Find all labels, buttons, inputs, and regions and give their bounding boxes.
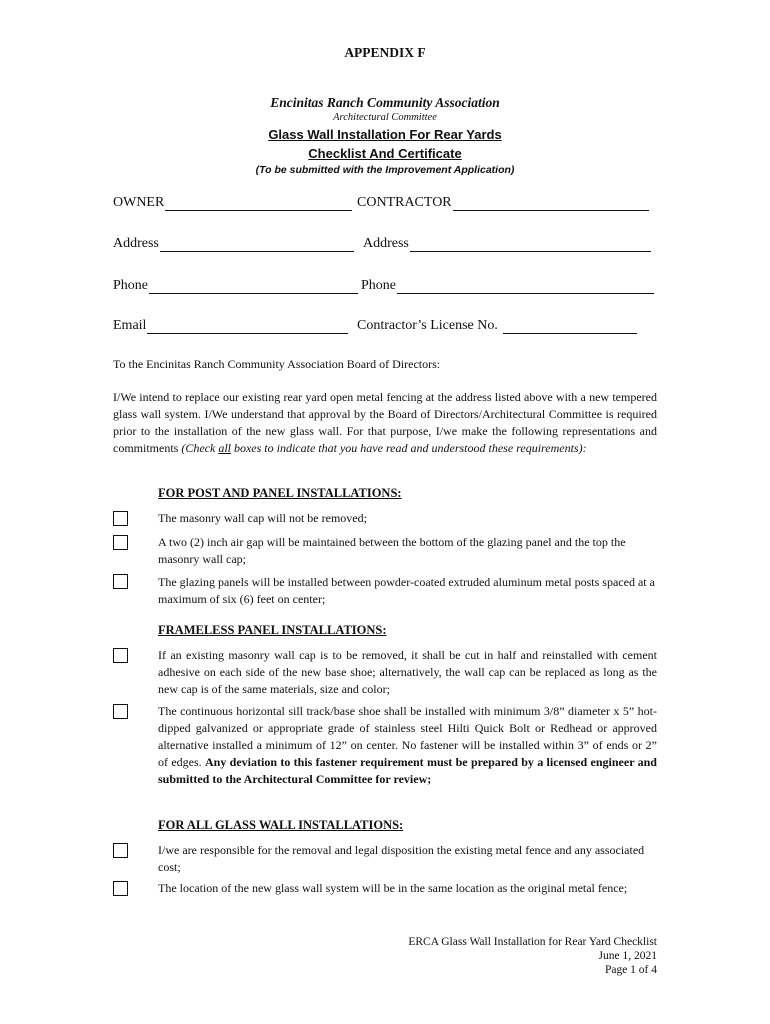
- contractor-phone-label: Phone: [361, 278, 396, 293]
- contractor-field[interactable]: [357, 195, 649, 211]
- all-glass-item-2: The location of the new glass wall system will be in the same location as the original metal fence;: [158, 881, 628, 895]
- all-glass-item-1: I/we are responsible for the removal and legal disposition the existing metal fence and any associated cost;: [158, 843, 645, 874]
- owner-address-label: Address: [113, 236, 159, 251]
- contractor-address-field[interactable]: [363, 236, 651, 252]
- frameless-checkbox-1[interactable]: [113, 648, 128, 663]
- fastener-deviation-text: Any deviation to this fastener requirement must be prepared by a licensed engineer and submitted to the Architectural Committee for review;: [158, 755, 657, 786]
- footer-page-number: Page 1 of 4: [604, 964, 657, 976]
- license-input-line[interactable]: [503, 321, 637, 334]
- owner-address-input-line[interactable]: [160, 239, 354, 252]
- post-panel-checkbox-2[interactable]: [113, 535, 128, 550]
- owner-email-label: Email: [113, 318, 147, 333]
- all-glass-heading: FOR ALL GLASS WALL INSTALLATIONS:: [158, 818, 404, 832]
- frameless-item-2: [158, 703, 657, 788]
- owner-input-line[interactable]: [165, 198, 352, 211]
- contractor-address-input-line[interactable]: [410, 239, 651, 252]
- salutation: To the Encinitas Ranch Community Association Board of Directors:: [113, 357, 441, 371]
- contractor-address-label: Address: [363, 236, 409, 251]
- post-panel-heading: FOR POST AND PANEL INSTALLATIONS:: [158, 486, 402, 500]
- intro-italic-end: boxes to indicate that you have read and understood these requirements):: [230, 441, 587, 455]
- frameless-heading: FRAMELESS PANEL INSTALLATIONS:: [158, 623, 387, 637]
- footer-doc-name: ERCA Glass Wall Installation for Rear Yard Checklist: [408, 936, 657, 948]
- post-panel-checkbox-3[interactable]: [113, 574, 128, 589]
- owner-address-field[interactable]: [113, 236, 354, 252]
- committee-name: Architectural Committee: [333, 112, 437, 123]
- frameless-checkbox-2[interactable]: [113, 704, 128, 719]
- footer: [300, 935, 657, 977]
- intro-text: I/We intend to replace our existing rear yard open metal fencing at the address listed above with a new tempered glass wall system. I/We understand that approval by the Board of Directors/Architectural Committee is required prior to the installation of the new glass wall. For that purpose, I/we make the following representations and commitments: [113, 390, 657, 455]
- post-panel-checkbox-1[interactable]: [113, 511, 128, 526]
- owner-phone-field[interactable]: [113, 278, 358, 294]
- footer-date: June 1, 2021: [598, 950, 657, 962]
- license-field[interactable]: [357, 318, 637, 334]
- contractor-label: CONTRACTOR: [357, 195, 452, 210]
- license-label: Contractor’s License No.: [357, 318, 498, 333]
- contractor-phone-field[interactable]: [361, 278, 654, 294]
- appendix-heading: APPENDIX F: [344, 45, 426, 60]
- post-panel-item-3: The glazing panels will be installed between powder-coated extruded aluminum metal posts spaced at a maximum of six (6) feet on center;: [158, 575, 655, 606]
- owner-label: OWNER: [113, 195, 165, 210]
- owner-field[interactable]: [113, 195, 352, 211]
- frameless-item-1: If an existing masonry wall cap is to be removed, it shall be cut in half and reinstalled with cement adhesive on each side of the new base shoe; alternatively, the wall cap can be replaced as long as the new cap is of the same materials, size and color;: [158, 648, 657, 696]
- intro-paragraph: [113, 389, 657, 457]
- document-title: Glass Wall Installation For Rear Yards: [268, 127, 502, 142]
- organization-name: Encinitas Ranch Community Association: [270, 95, 500, 110]
- post-panel-item-1: The masonry wall cap will not be removed;: [158, 511, 367, 525]
- fastener-requirement-text: The continuous horizontal sill track/base shoe shall be installed with minimum 3/8” diameter x 5” hot-dipped galvanized or appropriate grade of stainless steel Hilti Quick Bolt or Redhead or approved alternative installed a minimum of 12” on center. No fastener will be installed within 3” of ends or 2” of edges.: [158, 704, 657, 769]
- contractor-input-line[interactable]: [453, 198, 649, 211]
- owner-phone-input-line[interactable]: [149, 281, 358, 294]
- contractor-phone-input-line[interactable]: [397, 281, 654, 294]
- intro-italic-start: (Check: [181, 441, 219, 455]
- owner-phone-label: Phone: [113, 278, 148, 293]
- document-subtitle-title: Checklist And Certificate: [308, 146, 462, 161]
- post-panel-item-2: A two (2) inch air gap will be maintained between the bottom of the glazing panel and the top the masonry wall cap;: [158, 535, 626, 566]
- owner-email-field[interactable]: [113, 318, 348, 334]
- all-glass-checkbox-2[interactable]: [113, 881, 128, 896]
- submission-note: (To be submitted with the Improvement Application): [255, 164, 515, 176]
- owner-email-input-line[interactable]: [147, 321, 348, 334]
- intro-italic-all: all: [218, 441, 231, 455]
- all-glass-checkbox-1[interactable]: [113, 843, 128, 858]
